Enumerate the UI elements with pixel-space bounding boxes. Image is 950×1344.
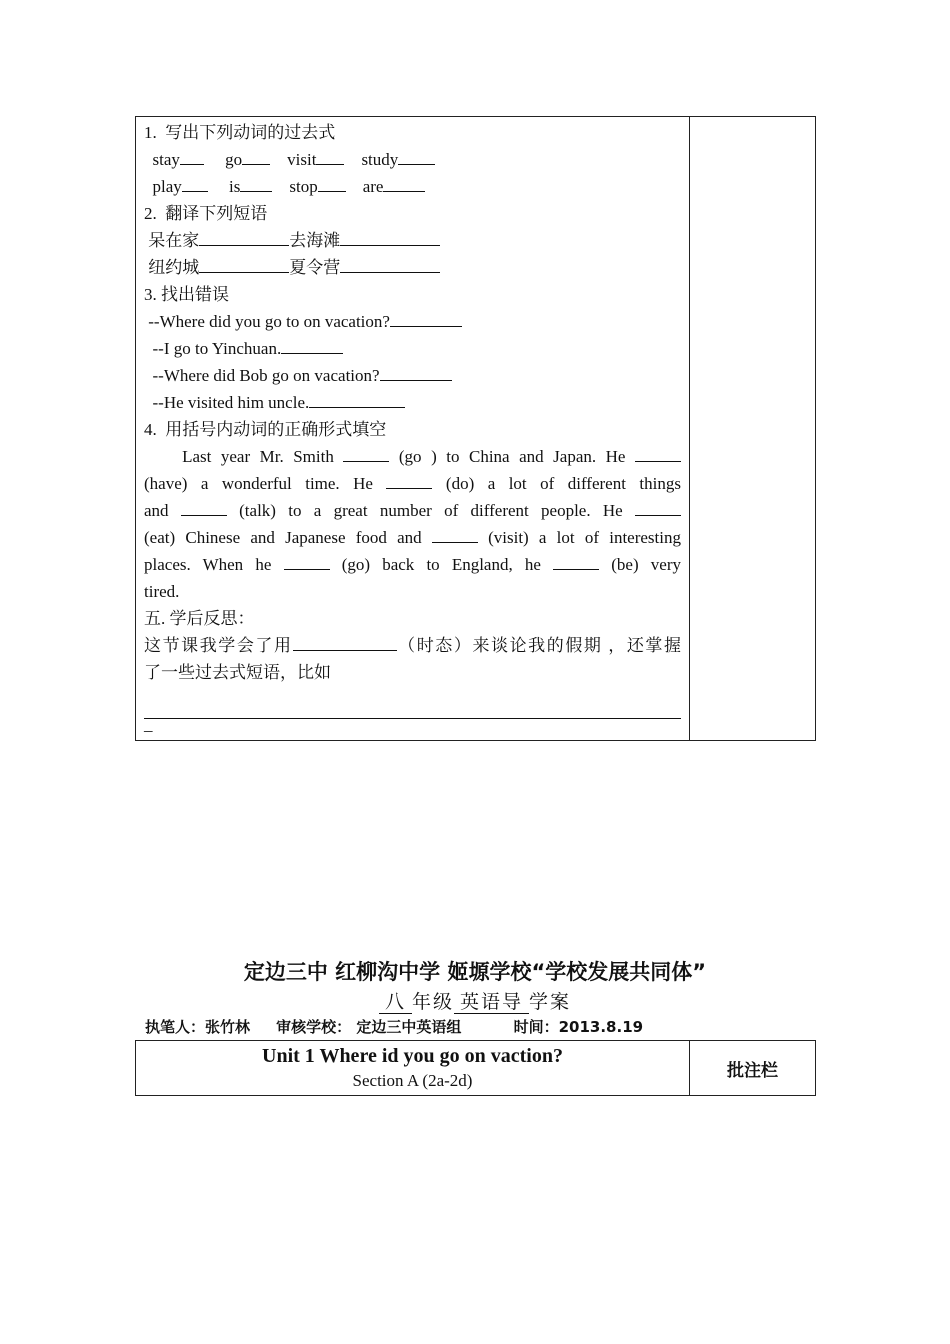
q3-title: 3. 找出错误 bbox=[144, 285, 229, 304]
reviewer: 审核学校： 定边三中英语组 bbox=[276, 1018, 462, 1036]
blank[interactable] bbox=[635, 497, 681, 516]
blank[interactable] bbox=[398, 146, 435, 165]
blank[interactable] bbox=[281, 335, 343, 354]
answer-line[interactable] bbox=[144, 694, 681, 719]
blank[interactable] bbox=[343, 443, 389, 462]
blank[interactable] bbox=[199, 227, 289, 246]
q1-title: 1. 写出下列动词的过去式 bbox=[144, 123, 336, 142]
column-divider bbox=[689, 117, 690, 740]
blank[interactable] bbox=[386, 470, 432, 489]
q3-line: --Where did Bob go on vacation? bbox=[144, 362, 681, 389]
word-visit: visit bbox=[287, 150, 317, 169]
blank[interactable] bbox=[316, 146, 344, 165]
q4-line: tired. bbox=[144, 582, 180, 601]
page-subtitle bbox=[0, 987, 950, 1014]
word-are: are bbox=[362, 177, 384, 196]
exercise-table bbox=[135, 116, 816, 741]
q2-row2 bbox=[144, 254, 681, 281]
word-stay: stay bbox=[152, 150, 180, 169]
q2-row1 bbox=[144, 227, 681, 254]
blank[interactable] bbox=[318, 173, 346, 192]
grade-suffix: 年级 bbox=[411, 991, 454, 1013]
phrase-stay-home: 呆在家 bbox=[148, 231, 200, 250]
blank[interactable] bbox=[293, 632, 397, 651]
word-play: play bbox=[152, 177, 182, 196]
page-title: 定边三中 红柳沟中学 姬塬学校“学校发展共同体” bbox=[243, 960, 707, 984]
blank[interactable] bbox=[181, 497, 227, 516]
q4-line: (eat) Chinese and Japanese food and (visit) a lot of interesting bbox=[144, 524, 681, 551]
blank[interactable] bbox=[242, 146, 270, 165]
word-study: study bbox=[361, 150, 399, 169]
author: 执笔人：张竹林 bbox=[145, 1018, 251, 1036]
subject: 英语导 bbox=[454, 991, 529, 1014]
q4-line: and (talk) to a great number of different people. He bbox=[144, 497, 681, 524]
q4-line: Last year Mr. Smith (go ) to China and Japan. He bbox=[144, 443, 681, 470]
q4-title: 4. 用括号内动词的正确形式填空 bbox=[144, 420, 387, 439]
blank[interactable] bbox=[340, 227, 440, 246]
q3-line: --I go to Yinchuan. bbox=[144, 335, 681, 362]
q1-row2 bbox=[144, 173, 681, 200]
word-stop: stop bbox=[289, 177, 318, 196]
blank[interactable] bbox=[182, 173, 208, 192]
phrase-beach: 去海滩 bbox=[289, 231, 341, 250]
blank[interactable] bbox=[340, 254, 440, 273]
blank[interactable] bbox=[635, 443, 681, 462]
q5-line: 了一些过去式短语，比如 bbox=[144, 663, 331, 682]
q3-line: --Where did you go to on vacation? bbox=[144, 308, 681, 335]
grade: 八 bbox=[379, 991, 412, 1014]
notes-column-header: 批注栏 bbox=[727, 1060, 778, 1081]
blank[interactable] bbox=[380, 362, 452, 381]
doc-type: 学案 bbox=[529, 991, 572, 1013]
q1-row1 bbox=[144, 146, 681, 173]
answer-tail: _ bbox=[144, 715, 153, 734]
blank[interactable] bbox=[180, 146, 204, 165]
section-label: Section A (2a-2d) bbox=[352, 1071, 473, 1090]
q5-line: 这节课我学会了用 （时态）来谈论我的假期 ，还掌握 bbox=[144, 632, 681, 659]
unit-cell bbox=[136, 1043, 689, 1093]
blank[interactable] bbox=[199, 254, 289, 273]
blank[interactable] bbox=[309, 389, 405, 408]
q5-title: 五. 学后反思： bbox=[144, 609, 255, 628]
unit-table bbox=[135, 1040, 816, 1096]
word-go: go bbox=[225, 150, 243, 169]
q2-title: 2. 翻译下列短语 bbox=[144, 204, 268, 223]
blank[interactable] bbox=[432, 524, 478, 543]
blank[interactable] bbox=[284, 551, 330, 570]
q3-line: --He visited him uncle. bbox=[144, 389, 681, 416]
meta-line bbox=[145, 1016, 643, 1037]
word-is: is bbox=[229, 177, 241, 196]
date: 时间：2013.8.19 bbox=[513, 1018, 644, 1036]
blank[interactable] bbox=[240, 173, 272, 192]
phrase-camp: 夏令营 bbox=[289, 258, 341, 277]
q4-line: places. When he (go) back to England, he (be) very bbox=[144, 551, 681, 578]
phrase-nyc: 纽约城 bbox=[148, 258, 200, 277]
blank[interactable] bbox=[553, 551, 599, 570]
q4-line: (have) a wonderful time. He (do) a lot of different things bbox=[144, 470, 681, 497]
blank[interactable] bbox=[383, 173, 425, 192]
unit-title: Unit 1 Where id you go on vaction? bbox=[262, 1045, 563, 1067]
exercise-content bbox=[144, 119, 681, 733]
blank[interactable] bbox=[390, 308, 462, 327]
